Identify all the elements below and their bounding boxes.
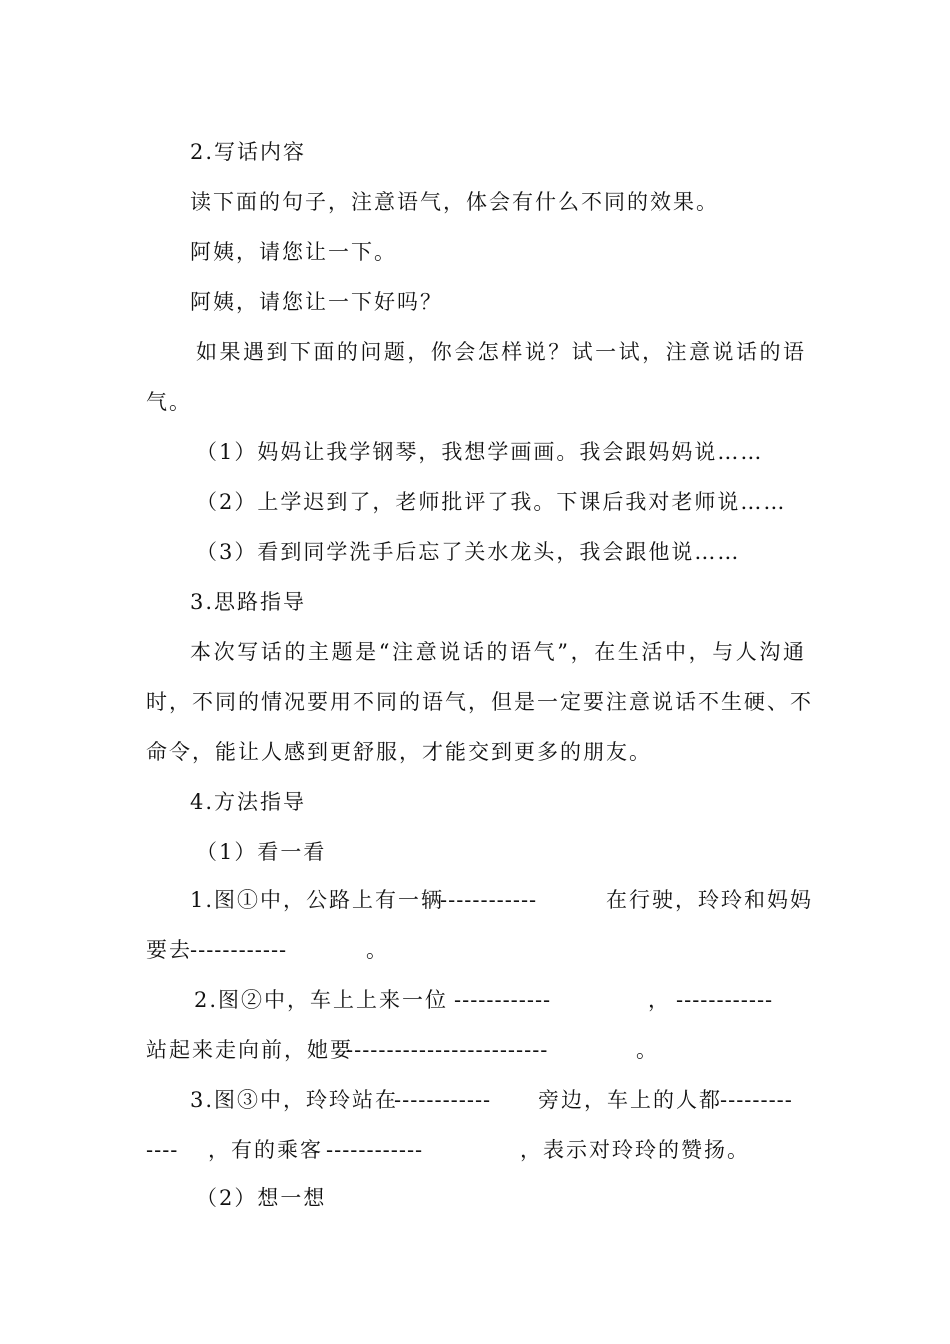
example-sentence-b: 阿姨，请您让一下好吗？ <box>190 290 443 314</box>
q1-line-2-blank: ------------ <box>190 938 288 962</box>
q3-line-2-blank-2: ------------ <box>326 1138 424 1162</box>
q3-line-2-blank-1: ---- <box>146 1138 179 1162</box>
section-heading-thinking-guide: 3.思路指导 <box>190 590 307 614</box>
guide-paragraph-line-2 <box>146 688 813 716</box>
guide-paragraph-line-3: 命令，能让人感到更舒服，才能交到更多的朋友。 <box>146 740 652 764</box>
q2-line-2-suffix: 。 <box>636 1038 659 1062</box>
q3-line-1-middle: 旁边，车上的人都 <box>538 1088 722 1112</box>
q1-line-2-prefix: 要去 <box>146 938 192 962</box>
read-instruction: 读下面的句子，注意语气，体会有什么不同的效果。 <box>190 190 719 214</box>
q2-line-1-blank-1: ------------ <box>454 988 552 1012</box>
q2-line-1-comma: ， <box>648 988 671 1012</box>
q3-line-1-blank-1: ------------ <box>394 1088 492 1112</box>
q3-line-2-prefix: ，有的乘客 <box>208 1138 323 1162</box>
guide-paragraph-line-1 <box>190 638 806 666</box>
q1-line-1-suffix: 在行驶，玲玲和妈妈 <box>606 888 813 912</box>
question-intro-text-1: 如果遇到下面的问题，你会怎样说？试一试，注意说话的语 <box>196 340 806 364</box>
section-heading-method-guide: 4.方法指导 <box>190 790 307 814</box>
question-intro-line-1 <box>196 338 806 366</box>
question-item-2: （2）上学迟到了，老师批评了我。下课后我对老师说…… <box>196 490 787 514</box>
q3-line-1-prefix: 3.图③中，玲玲站在 <box>190 1088 399 1112</box>
example-sentence-a: 阿姨，请您让一下。 <box>190 240 397 264</box>
q2-line-1-blank-2: ------------ <box>676 988 774 1012</box>
question-item-3: （3）看到同学洗手后忘了关水龙头，我会跟他说…… <box>196 540 741 564</box>
section-heading-writing-content: 2.写话内容 <box>190 140 307 164</box>
sub-heading-think: （2）想一想 <box>196 1186 327 1210</box>
q1-line-2-suffix: 。 <box>366 938 389 962</box>
q2-line-1-prefix: 2.图②中，车上上来一位 <box>194 988 449 1012</box>
q1-line-1-prefix: 1.图①中，公路上有一辆 <box>190 888 445 912</box>
guide-text-2: 时，不同的情况要用不同的语气，但是一定要注意说话不生硬、不 <box>146 690 813 714</box>
q3-line-1-blank-2: --------- <box>720 1088 793 1112</box>
q2-line-2-prefix: 站起来走向前，她要 <box>146 1038 353 1062</box>
question-intro-line-2: 气。 <box>146 390 192 414</box>
q2-line-2-blank: ------------------------- <box>346 1038 549 1062</box>
guide-text-1: 本次写话的主题是“注意说话的语气”，在生活中，与人沟通 <box>190 640 806 664</box>
q3-line-2-suffix: ，表示对玲玲的赞扬。 <box>520 1138 750 1162</box>
sub-heading-look: （1）看一看 <box>196 840 327 864</box>
question-item-1: （1）妈妈让我学钢琴，我想学画画。我会跟妈妈说…… <box>196 440 764 464</box>
q1-line-1-blank: ------------ <box>440 888 538 912</box>
